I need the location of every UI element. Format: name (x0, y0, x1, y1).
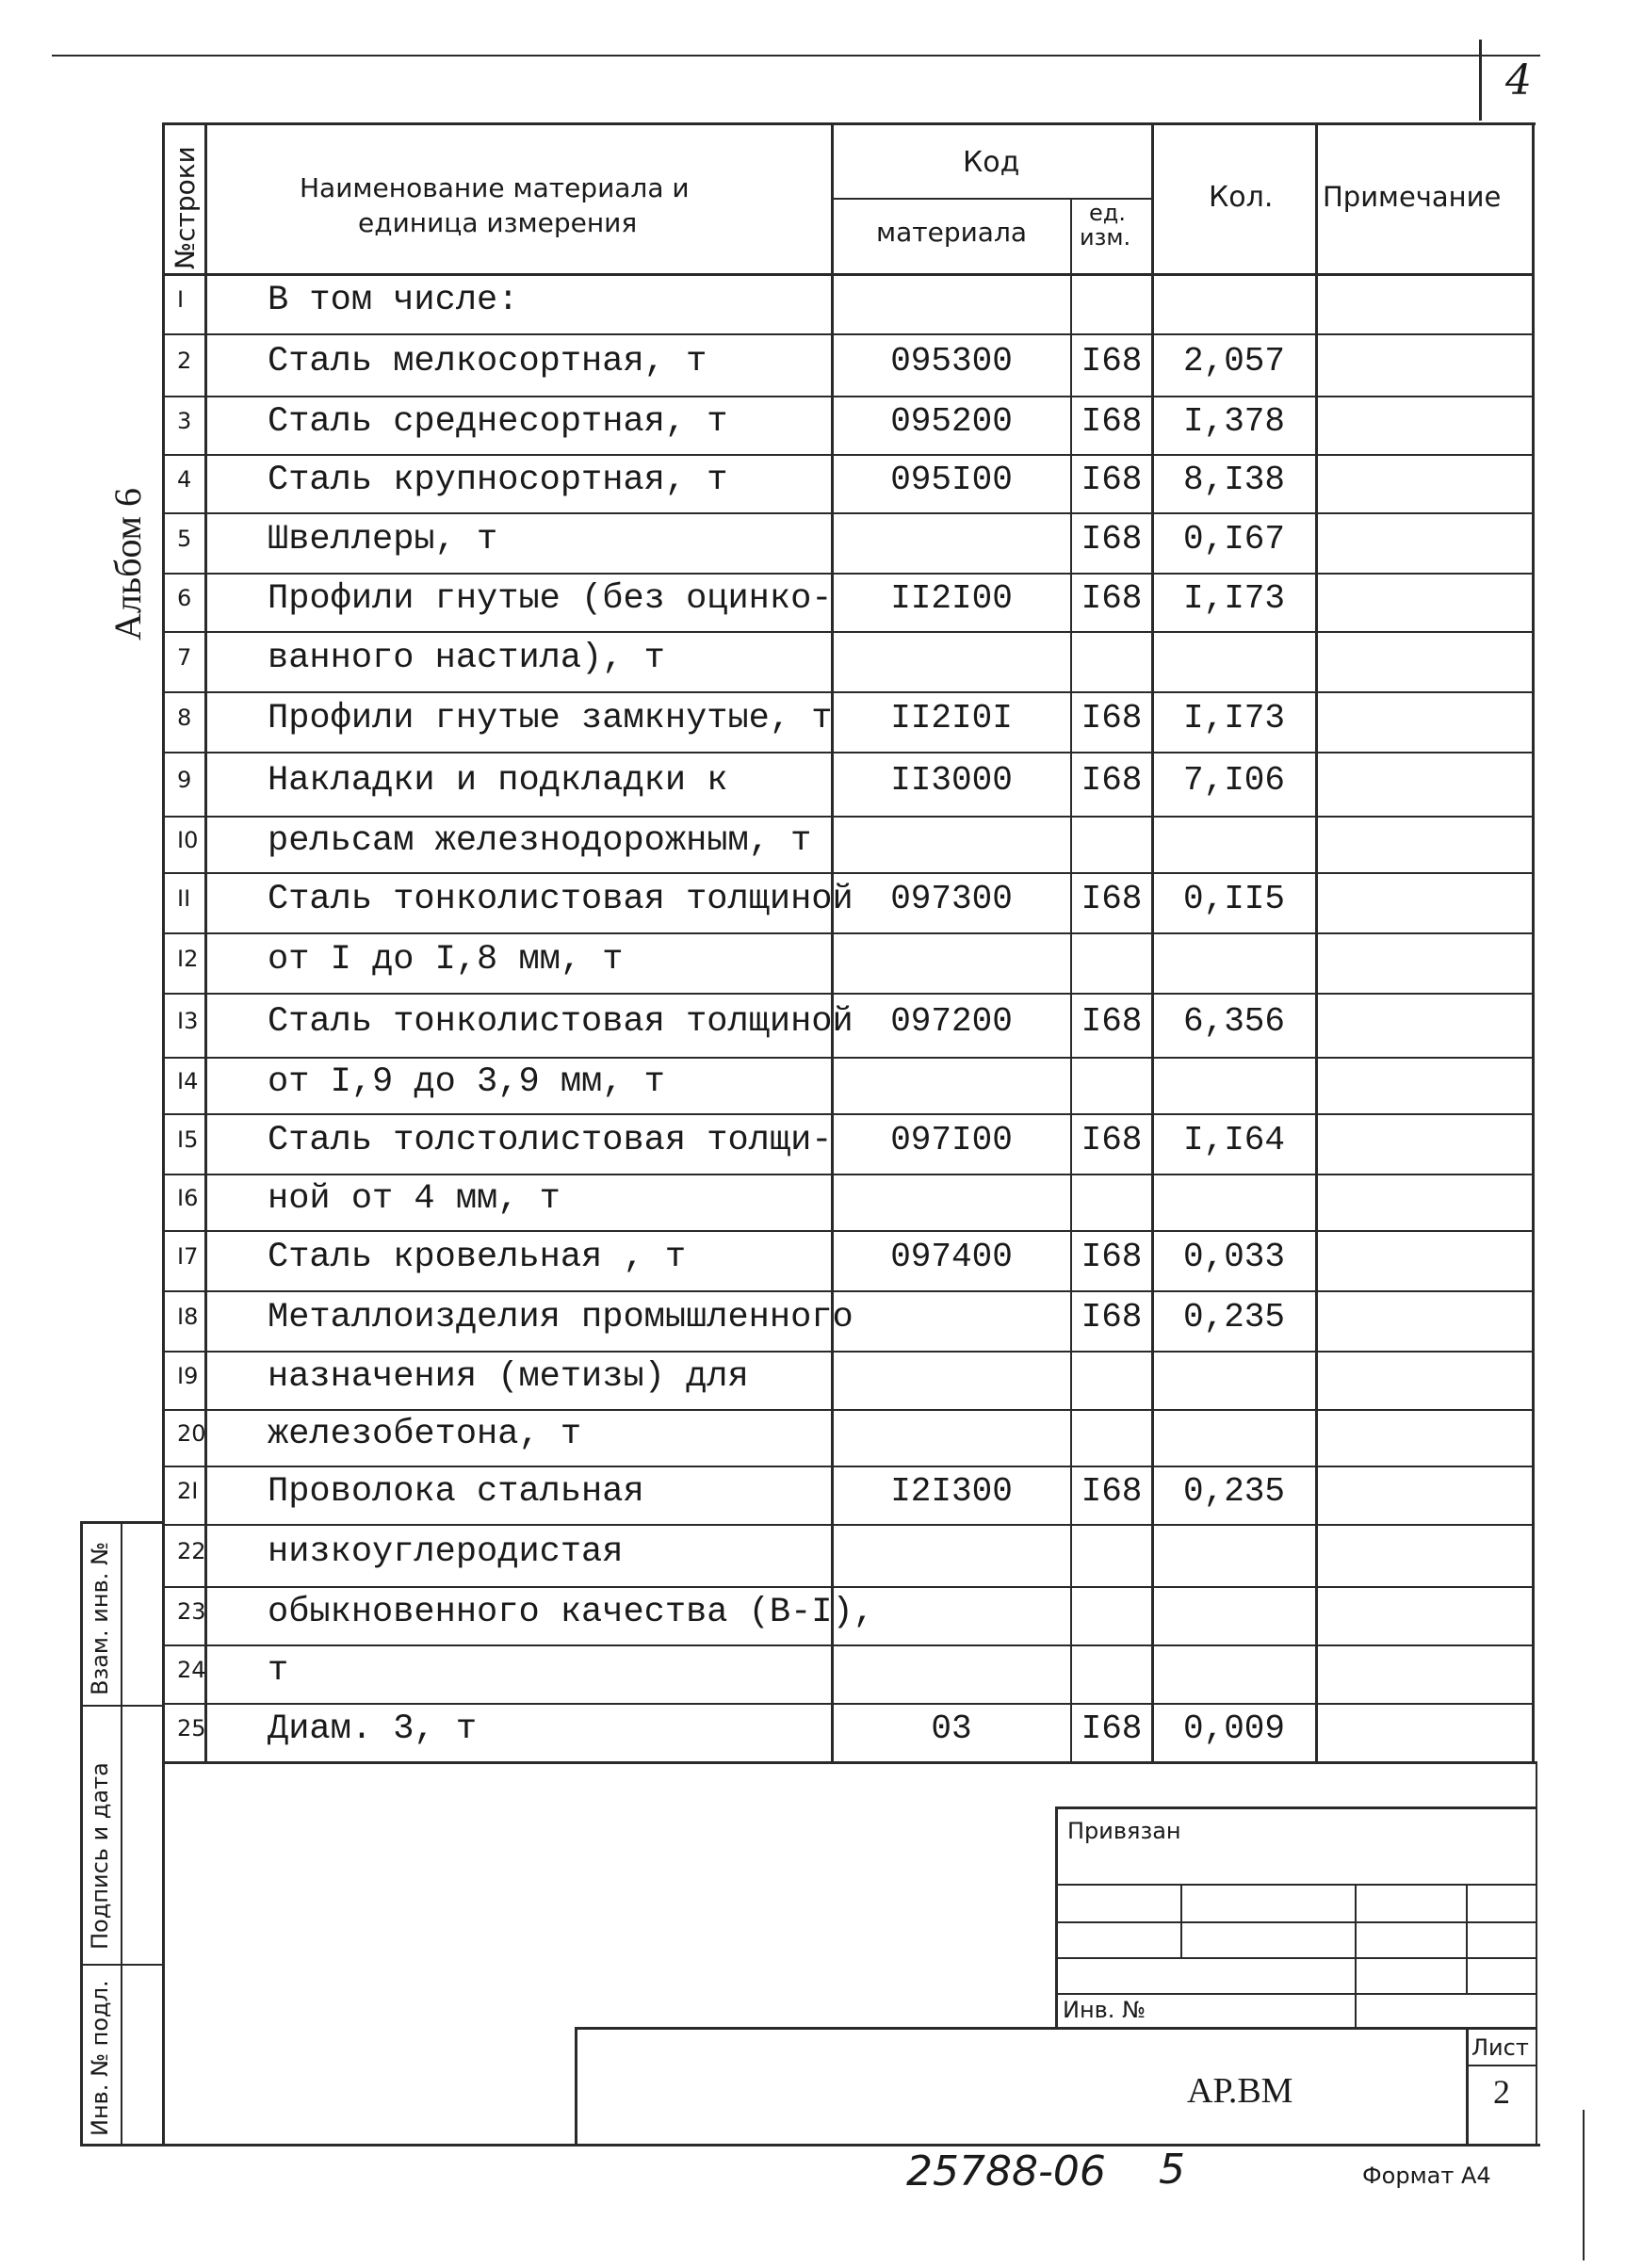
side-stamp-left (80, 1521, 83, 2146)
row-code: 095I00 (890, 461, 1013, 499)
table-bottom-border (162, 1761, 1536, 1764)
row-unit: I68 (1081, 761, 1143, 800)
row-divider (162, 573, 1534, 575)
row-divider (162, 631, 1534, 633)
row-number: I9 (177, 1363, 199, 1389)
row-unit: I68 (1081, 1472, 1143, 1511)
tb-inv-no: Инв. № (1063, 1997, 1146, 2023)
row-divider (162, 1230, 1534, 1232)
tb-grid-h4 (1055, 1993, 1536, 1995)
row-divider (162, 1174, 1534, 1175)
row-number: 4 (177, 466, 192, 493)
row-qty: I,I73 (1182, 699, 1286, 737)
row-qty: 0,009 (1182, 1709, 1286, 1748)
row-qty: 0,II5 (1182, 880, 1286, 918)
row-number: I5 (177, 1126, 199, 1153)
table-left-border (162, 122, 165, 2146)
header-qty: Кол. (1209, 181, 1274, 214)
row-unit: I68 (1081, 1298, 1143, 1336)
row-number: 7 (177, 644, 192, 671)
row-divider (162, 1586, 1534, 1588)
tb-grid-h2 (1055, 1921, 1536, 1923)
row-code: 097400 (890, 1238, 1013, 1276)
row-name: рельсам железнодорожным, т (268, 821, 812, 861)
page-number: 4 (1505, 57, 1532, 105)
side-stamp-inv-podl: Инв. № подл. (87, 1980, 113, 2136)
table-top-border (162, 122, 1536, 125)
row-qty: I,I73 (1182, 579, 1286, 618)
row-unit: I68 (1081, 520, 1143, 559)
row-number: 8 (177, 705, 192, 731)
row-number: 25 (177, 1715, 206, 1742)
row-name: Проволока стальная (268, 1472, 644, 1512)
row-number: II (177, 885, 191, 912)
table-right-border (1532, 122, 1535, 1761)
tb-doc-code: АР.ВМ (1187, 2071, 1293, 2111)
row-name: Сталь толстолистовая толщи- (268, 1121, 833, 1160)
row-divider (162, 993, 1534, 995)
row-name: назначения (метизы) для (268, 1357, 749, 1397)
row-name: железобетона, т (268, 1415, 582, 1454)
row-name: Швеллеры, т (268, 520, 498, 559)
row-divider (162, 1113, 1534, 1115)
row-number: I4 (177, 1068, 199, 1094)
header-row-no: №строки (170, 146, 201, 269)
row-unit: I68 (1081, 1121, 1143, 1159)
row-name: Диам. 3, т (268, 1709, 478, 1749)
row-divider (162, 396, 1534, 397)
row-unit: I68 (1081, 1709, 1143, 1748)
row-qty: 0,235 (1182, 1298, 1286, 1336)
header-bottom-border (162, 273, 1534, 276)
row-divider (162, 691, 1534, 693)
row-number: I7 (177, 1243, 199, 1270)
row-divider (162, 1644, 1534, 1646)
row-unit: I68 (1081, 1002, 1143, 1041)
tb-grid-v3 (1466, 1884, 1468, 1993)
row-name: от I до I,8 мм, т (268, 940, 624, 980)
row-code: I2I300 (890, 1472, 1013, 1511)
row-number: 3 (177, 408, 192, 434)
row-divider (162, 454, 1534, 456)
side-stamp-bottom (80, 2144, 1540, 2146)
row-name: от I,9 до 3,9 мм, т (268, 1062, 665, 1102)
row-number: 22 (177, 1538, 206, 1564)
row-unit: I68 (1081, 402, 1143, 441)
side-stamp-div2 (80, 1964, 162, 1966)
row-code: II2I0I (890, 699, 1013, 737)
row-number: 20 (177, 1420, 206, 1447)
row-divider (162, 1466, 1534, 1467)
row-name: Сталь крупносортная, т (268, 461, 728, 500)
row-number: I6 (177, 1185, 199, 1211)
row-number: 6 (177, 585, 192, 611)
tb-sheet-split (1466, 2065, 1536, 2066)
row-unit: I68 (1081, 880, 1143, 918)
top-border-line (52, 55, 1540, 57)
row-code: 097300 (890, 880, 1013, 918)
header-code-unit-line2: изм. (1080, 224, 1131, 251)
album-label: Альбом 6 (106, 488, 149, 640)
row-unit: I68 (1081, 699, 1143, 737)
row-number: 9 (177, 767, 192, 793)
row-number: 2I (177, 1478, 199, 1504)
row-qty: 8,I38 (1182, 461, 1286, 499)
row-divider (162, 932, 1534, 934)
row-number: 5 (177, 526, 192, 552)
row-name: Профили гнутые замкнутые, т (268, 699, 833, 738)
side-stamp-vzam: Взам. инв. № (87, 1542, 113, 1695)
row-qty: 0,033 (1182, 1238, 1286, 1276)
row-name: т (268, 1651, 289, 1691)
row-name: низкоуглеродистая (268, 1532, 624, 1572)
row-divider (162, 1351, 1534, 1353)
row-name: В том числе: (268, 281, 519, 320)
row-qty: 0,I67 (1182, 520, 1286, 559)
tb-sheet-left (1466, 2027, 1469, 2144)
row-name: обыкновенного качества (В-I), (268, 1593, 874, 1632)
tb-main-top (575, 2027, 1536, 2030)
row-qty: 0,235 (1182, 1472, 1286, 1511)
row-code: 095300 (890, 342, 1013, 381)
row-code: II3000 (890, 761, 1013, 800)
row-qty: I,I64 (1182, 1121, 1286, 1159)
tb-grid-v1 (1180, 1884, 1182, 1957)
row-unit: I68 (1081, 1238, 1143, 1276)
footer-doc-number: 25788-06 (906, 2147, 1106, 2195)
row-number: 24 (177, 1657, 206, 1683)
row-number: I2 (177, 946, 199, 972)
row-qty: 7,I06 (1182, 761, 1286, 800)
row-number: I3 (177, 1008, 199, 1034)
row-code: II2I00 (890, 579, 1013, 618)
tb-grid-h1 (1055, 1884, 1536, 1886)
row-name: ванного настила), т (268, 639, 665, 678)
tb-sheet-no: 2 (1493, 2073, 1510, 2111)
row-name: Профили гнутые (без оцинко- (268, 579, 833, 619)
footer-format: Формат А4 (1362, 2163, 1491, 2189)
tb-grid-v2 (1355, 1884, 1357, 2027)
row-number: 2 (177, 348, 192, 374)
row-divider (162, 1290, 1534, 1292)
tb-privyazan-top (1055, 1806, 1536, 1809)
row-name: Сталь тонколистовая толщиной (268, 880, 854, 919)
col-line-rownum (204, 122, 207, 1763)
tb-grid-h3 (1055, 1957, 1536, 1959)
header-code: Код (963, 146, 1020, 179)
row-number: I (177, 286, 185, 313)
row-code: 097I00 (890, 1121, 1013, 1159)
row-qty: 2,057 (1182, 342, 1286, 381)
header-note: Примечание (1323, 181, 1502, 213)
side-stamp-div1 (80, 1705, 162, 1707)
row-name: Накладки и подкладки к (268, 761, 728, 801)
row-divider (162, 1409, 1534, 1411)
row-divider (162, 333, 1534, 335)
row-number: 23 (177, 1598, 206, 1625)
row-unit: I68 (1081, 579, 1143, 618)
tb-right (1536, 1761, 1537, 2144)
tb-sheet-label: Лист (1471, 2034, 1529, 2061)
row-code: 095200 (890, 402, 1013, 441)
row-number: I0 (177, 827, 199, 853)
row-name: ной от 4 мм, т (268, 1179, 561, 1219)
row-divider (162, 752, 1534, 753)
row-divider (162, 1524, 1534, 1526)
tb-privyazan: Привязан (1067, 1818, 1181, 1844)
row-unit: I68 (1081, 461, 1143, 499)
header-code-unit: ед. (1089, 200, 1126, 226)
row-name: Сталь среднесортная, т (268, 402, 728, 442)
row-name: Металлоизделия промышленного (268, 1298, 854, 1337)
row-name: Сталь кровельная , т (268, 1238, 687, 1277)
row-divider (162, 872, 1534, 874)
row-code: 097200 (890, 1002, 1013, 1041)
row-divider (162, 1057, 1534, 1059)
row-name: Сталь тонколистовая толщиной (268, 1002, 854, 1042)
row-unit: I68 (1081, 342, 1143, 381)
row-name: Сталь мелкосортная, т (268, 342, 707, 381)
right-edge-line (1583, 2110, 1585, 2260)
footer-page: 5 (1159, 2146, 1185, 2194)
page-number-separator (1479, 40, 1482, 121)
row-divider (162, 816, 1534, 818)
row-number: I8 (177, 1304, 199, 1330)
col-line-qty (1315, 122, 1318, 1763)
side-stamp-top (80, 1521, 162, 1524)
tb-main-left (575, 2027, 577, 2144)
header-name: Наименование материала и (300, 172, 690, 203)
header-code-material: материала (876, 217, 1028, 248)
row-code: 03 (931, 1709, 972, 1748)
header-name-line2: единица измерения (358, 207, 638, 238)
row-qty: I,378 (1182, 402, 1286, 441)
row-divider (162, 1703, 1534, 1705)
side-stamp-right (121, 1521, 122, 2146)
row-qty: 6,356 (1182, 1002, 1286, 1041)
side-stamp-podpis: Подпись и дата (87, 1762, 113, 1950)
row-divider (162, 512, 1534, 514)
